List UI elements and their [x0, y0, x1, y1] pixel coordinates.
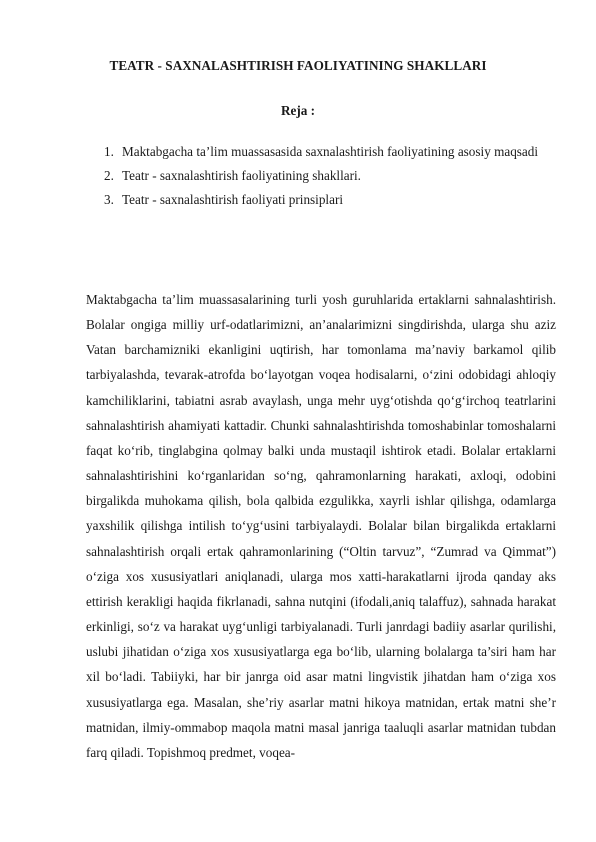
plan-item — [104, 188, 556, 212]
plan-heading: Reja : — [280, 103, 316, 118]
plan-list — [104, 140, 556, 212]
plan-item-number: 2. — [104, 168, 114, 183]
plan-item-number: 3. — [104, 192, 114, 207]
plan-item-number: 1. — [104, 144, 114, 159]
plan-item-text: Teatr - saxnalashtirish faoliyati prinsiplari — [122, 192, 343, 207]
document-title: TEATR - SAXNALASHTIRISH FAOLIYATINING SHAKLLARI — [109, 58, 487, 73]
plan-item — [104, 164, 556, 188]
body-paragraph: Maktabgacha ta’lim muassasalarining turli yosh guruhlarida ertaklarni sahnalashtirish. Bolalar ongiga milliy urf-odatlarimizni, an’analarimizni singdirishda, ularga shu aziz Vatan barchamizniki ekanligini uqtirish, har tomonlama ma’naviy barkamol qilib tarbiyalashda, tevarak-atrofda bo‘layotgan voqea hodisalarni, o‘zini odobidagi ahloqiy kamchiliklarini, tabiatni asrab avaylash, unga mehr uyg‘otishda qo‘g‘irchoq teatrlarini sahnalashtirish ahamiyati kattadir. Chunki sahnalashtirishda tomoshabinlar tomoshalarni faqat ko‘rib, tinglabgina qolmay balki unda mustaqil ishtirok etadi. Bolalar ertaklarni sahnalashtirishini ko‘rganlaridan so‘ng, qahramonlarning harakati, axloqi, odobini birgalikda muhokama qilish, bola qalbida ezgulikka, xayrli ishlar qilishga, odamlarga yaxshilik qilishga intilish to‘yg‘usini tarbiyalaydi. Bolalar bilan birgalikda ertaklarni sahnalashtirish orqali ertak qahramonlarining (“Oltin tarvuz”, “Zumrad va Qimmat”) o‘ziga xos xususiyatlari aniqlanadi, ularga mos xatti-harakatlarni ijroda qanday aks ettirish kerakligi haqida fikrlanadi, sahna nutqini (ifodali,aniq talaffuz), sahnada harakat erkinligi, so‘z va harakat uyg‘unligi tarbiyalanadi. Turli janrdagi badiiy asarlar qurilishi, uslubi jihatidan o‘ziga xos xususiyatlarga ega bo‘lib, ularning bolalarga ta’siri ham har xil bo‘ladi. Tabiiyki, har bir janrga oid asar matni lingvistik jihatdan ham o‘ziga xos xususiyatlarga ega. Masalan, she’riy asarlar matni hikoya matnidan, ertak matni she’r matnidan, ilmiy-ommabop maqola matni masal janriga taaluqli asarlar matnidan tubdan farq qiladi. Topishmoq predmet, voqea- — [86, 292, 556, 760]
plan-item-text: Teatr - saxnalashtirish faoliyatining shakllari. — [122, 168, 361, 183]
plan-item-text: Maktabgacha ta’lim muassasasida saxnalashtirish faoliyatining asosiy maqsadi — [122, 144, 539, 159]
plan-item — [104, 140, 556, 164]
